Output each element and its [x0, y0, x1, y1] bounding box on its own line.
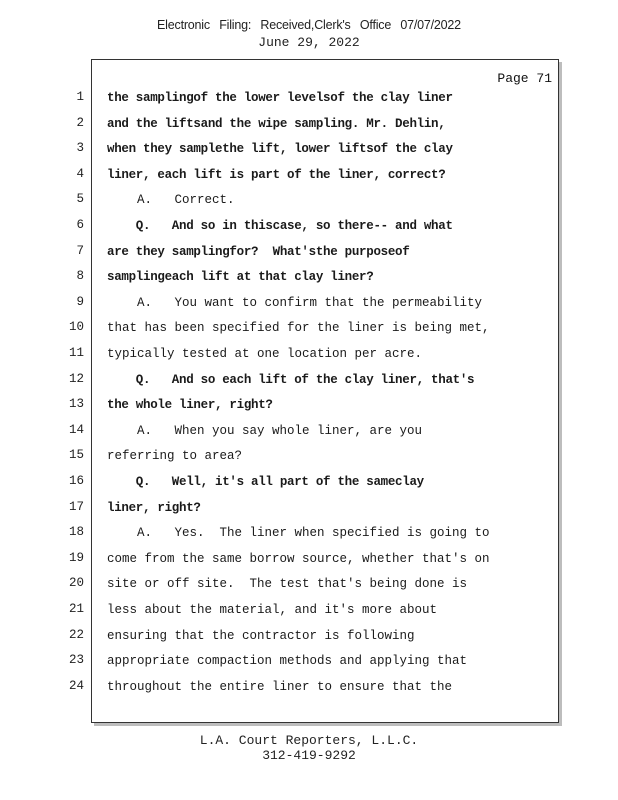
line-number: 6	[76, 218, 84, 232]
line-number: 15	[68, 448, 84, 462]
transcript-line: the whole liner, right?	[107, 398, 273, 412]
line-number: 24	[68, 679, 84, 693]
transcript-line: liner, right?	[107, 501, 201, 515]
transcript-line: the samplingof the lower levelsof the clay liner	[107, 91, 453, 105]
page-number: Page 71	[497, 71, 552, 86]
transcript-line: throughout the entire liner to ensure that the	[107, 680, 453, 694]
line-number: 14	[68, 423, 84, 437]
transcript-line: Q. And so each lift of the clay liner, that's	[107, 373, 475, 387]
transcript-line: are they samplingfor? What'sthe purposeof	[107, 245, 410, 259]
line-number: 2	[76, 116, 84, 130]
transcript-line: and the liftsand the wipe sampling. Mr. Dehlin,	[107, 117, 446, 131]
line-number: 10	[68, 320, 84, 334]
transcript-line: A. Yes. The liner when specified is going to	[107, 526, 490, 540]
line-number: 12	[68, 372, 84, 386]
line-number: 20	[68, 576, 84, 590]
line-number: 22	[68, 628, 84, 642]
line-number: 21	[68, 602, 84, 616]
transcript-date: June 29, 2022	[258, 35, 360, 50]
line-number: 11	[68, 346, 84, 360]
transcript-line: appropriate compaction methods and applying that	[107, 654, 468, 668]
transcript-line: less about the material, and it's more about	[107, 603, 438, 617]
transcript-line: samplingeach lift at that clay liner?	[107, 270, 374, 284]
line-number: 7	[76, 244, 84, 258]
transcript-line: typically tested at one location per acre.	[107, 347, 423, 361]
transcript-line: liner, each lift is part of the liner, correct?	[107, 168, 446, 182]
line-number: 17	[68, 500, 84, 514]
footer	[0, 733, 618, 763]
transcript-line: referring to area?	[107, 449, 243, 463]
transcript-line: that has been specified for the liner is being met,	[107, 321, 490, 335]
transcript-line: Q. Well, it's all part of the sameclay	[107, 475, 424, 489]
line-number: 19	[68, 551, 84, 565]
reporter-phone: 312-419-9292	[262, 748, 356, 763]
line-number: 8	[76, 269, 84, 283]
line-number: 16	[68, 474, 84, 488]
transcript-line: ensuring that the contractor is following	[107, 629, 415, 643]
reporter-company: L.A. Court Reporters, L.L.C.	[199, 733, 419, 748]
line-number: 13	[68, 397, 84, 411]
filing-stamp: Electronic Filing: Received,Clerk's Office 07/07/2022	[157, 18, 461, 32]
line-number: 1	[76, 90, 84, 104]
transcript-line: A. You want to confirm that the permeability	[107, 296, 483, 310]
transcript-line: come from the same borrow source, whether that's on	[107, 552, 490, 566]
line-number: 18	[68, 525, 84, 539]
transcript-line: Q. And so in thiscase, so there-- and what	[107, 219, 453, 233]
transcript-line: A. When you say whole liner, are you	[107, 424, 423, 438]
line-number: 9	[76, 295, 84, 309]
line-number: 4	[76, 167, 84, 181]
line-number: 5	[76, 192, 84, 206]
transcript-line: site or off site. The test that's being done is	[107, 577, 468, 591]
transcript-page	[91, 59, 559, 723]
transcript-line: A. Correct.	[107, 193, 235, 207]
line-number: 3	[76, 141, 84, 155]
transcript-line: when they samplethe lift, lower liftsof the clay	[107, 142, 453, 156]
line-number: 23	[68, 653, 84, 667]
